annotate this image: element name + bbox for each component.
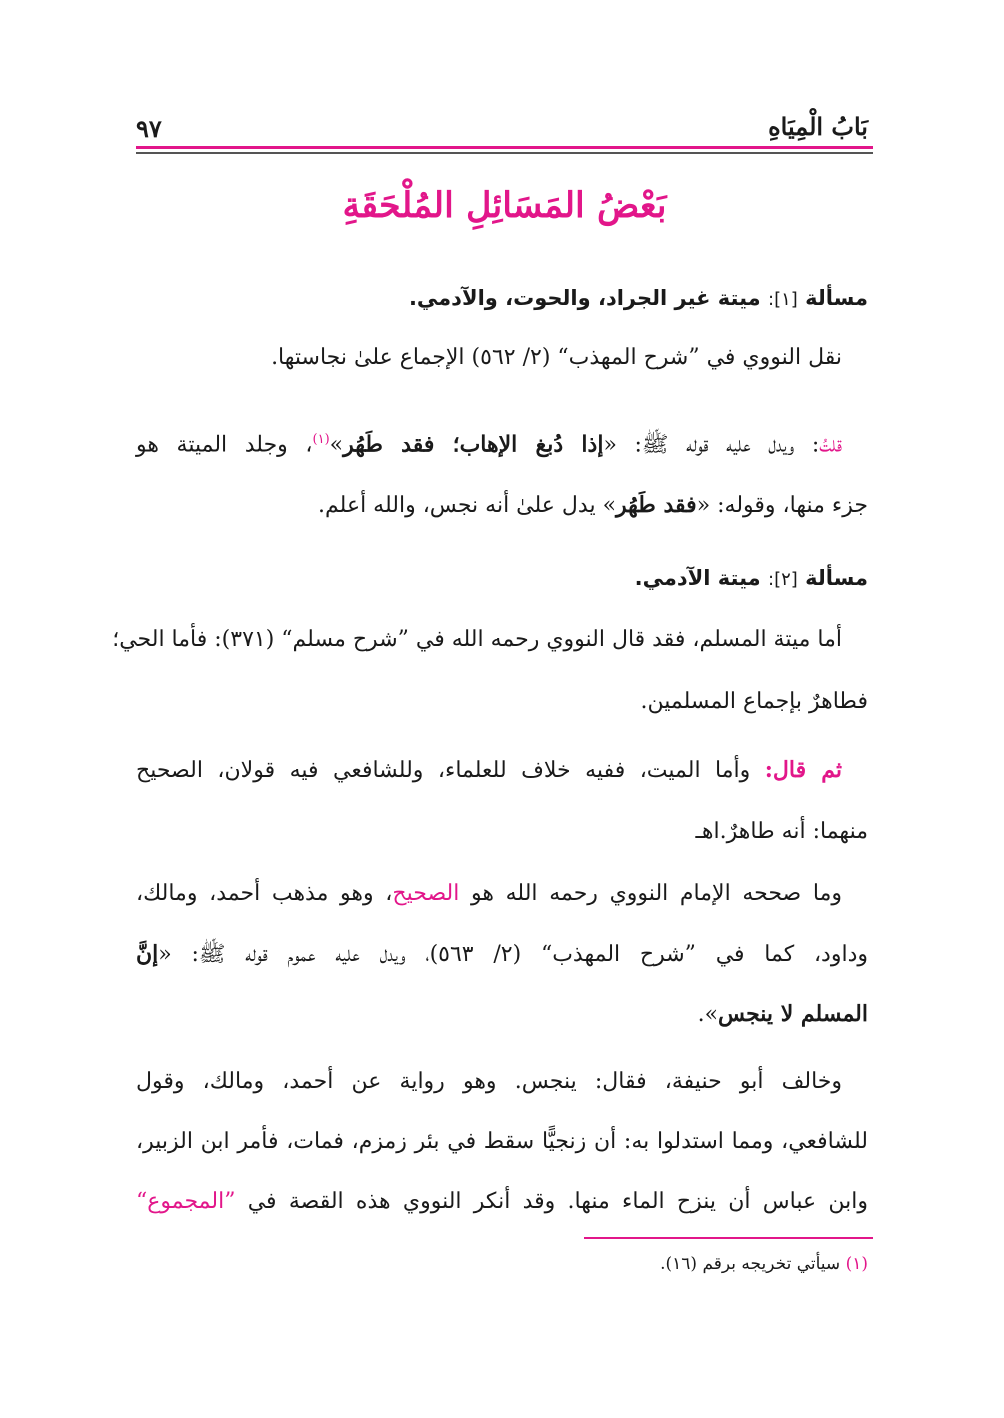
issue-number: [٢]: [768,569,798,590]
text-run: ، وهو مذهب أحمد، ومالك، [136,881,393,906]
paragraph-1: نقل النووي في ”شرح المهذب“ (٢/ ٥٦٢) الإجماع علىٰ نجاستها. [271,345,842,370]
paragraph-6-line-1: وخالف أبو حنيفة، فقال: ينجس. وهو رواية عن أحمد، ومالك، وقول [136,1069,842,1094]
paragraph-6-line-2: للشافعي، ومما استدلوا به: أن زنجيًّا سقط في بئر زمزم، فمات، فأمر ابن الزبير، [136,1129,868,1154]
issue-title: ميتة غير الجراد، والحوت، والآدمي. [408,286,761,310]
text-run: وداود، كما في ”شرح المهذب“ (٢/ ٥٦٣)، ويدل عليه عموم قوله ﷺ: « [158,942,869,967]
highlighted-term: الصحيح [392,881,460,906]
text-run: وابن عباس أن ينزح الماء منها. وقد أنكر النووي هذه القصة في [247,1189,868,1214]
paragraph-2-line-1 [136,424,842,461]
text-run: وما صححه الإمام النووي رحمه الله هو [471,881,842,906]
header-rule-pink [136,146,873,149]
qultu-label: قلتُ [819,432,842,458]
paragraph-5-line-3 [136,998,868,1031]
issue-label: مسألة [805,566,868,590]
hadith-text: المسلم لا ينجس [718,1001,868,1027]
footnote [660,1254,868,1274]
paragraph-2-line-2 [136,489,868,522]
text-run: » [329,432,344,458]
text-run: وأما الميت، ففيه خلاف للعلماء، وللشافعي فيه قولان، الصحيح [136,758,751,783]
issue-1-heading [136,282,868,316]
paragraph-3-line-1: أما ميتة المسلم، فقد قال النووي رحمه الله في ”شرح مسلم“ (٣٧١): فأما الحي؛ [112,627,842,652]
issue-number: [١]: [768,289,798,310]
footnote-text: سيأتي تخريجه برقم (١٦). [660,1254,841,1274]
paragraph-3-line-2: فطاهرٌ بإجماع المسلمين. [640,689,868,714]
text-run: : ويدل عليه قوله ﷺ: « [603,432,820,458]
book-title: ”المجموع“ [136,1189,236,1214]
paragraph-5-line-2 [136,938,868,971]
page-number: ٩٧ [136,114,162,143]
text-run: ، وجلد الميتة هو [136,432,313,458]
issue-2-heading [136,562,868,596]
issue-title: ميتة الآدمي. [634,566,761,590]
text-run: ». [697,1002,719,1027]
header-rule-gray [136,152,873,154]
text-run: جزء منها، وقوله: « [696,493,868,518]
hadith-text: إنَّ [136,941,159,967]
running-header-chapter: بَابُ الْمِيَاهِ [768,112,868,141]
hadith-text: فقد طَهُر [616,492,697,518]
thumma-qala-label: ثم قال: [764,757,843,783]
footnote-reference[interactable]: (١) [312,432,330,447]
footnote-marker: (١) [845,1254,868,1274]
issue-label: مسألة [805,286,868,310]
hadith-text: إذا دُبغ الإهاب؛ فقد طَهُر [343,431,604,458]
section-title: بَعْضُ المَسَائِلِ المُلْحَقَةِ [342,185,667,226]
paragraph-5-line-1 [136,878,842,910]
footnote-rule [584,1237,873,1239]
paragraph-6-line-3 [136,1186,868,1218]
text-run: » يدل علىٰ أنه نجس، والله أعلم. [318,493,617,518]
paragraph-4-line-1 [136,754,842,787]
paragraph-4-line-2: منهما: أنه طاهرٌ.اهـ [695,819,868,844]
